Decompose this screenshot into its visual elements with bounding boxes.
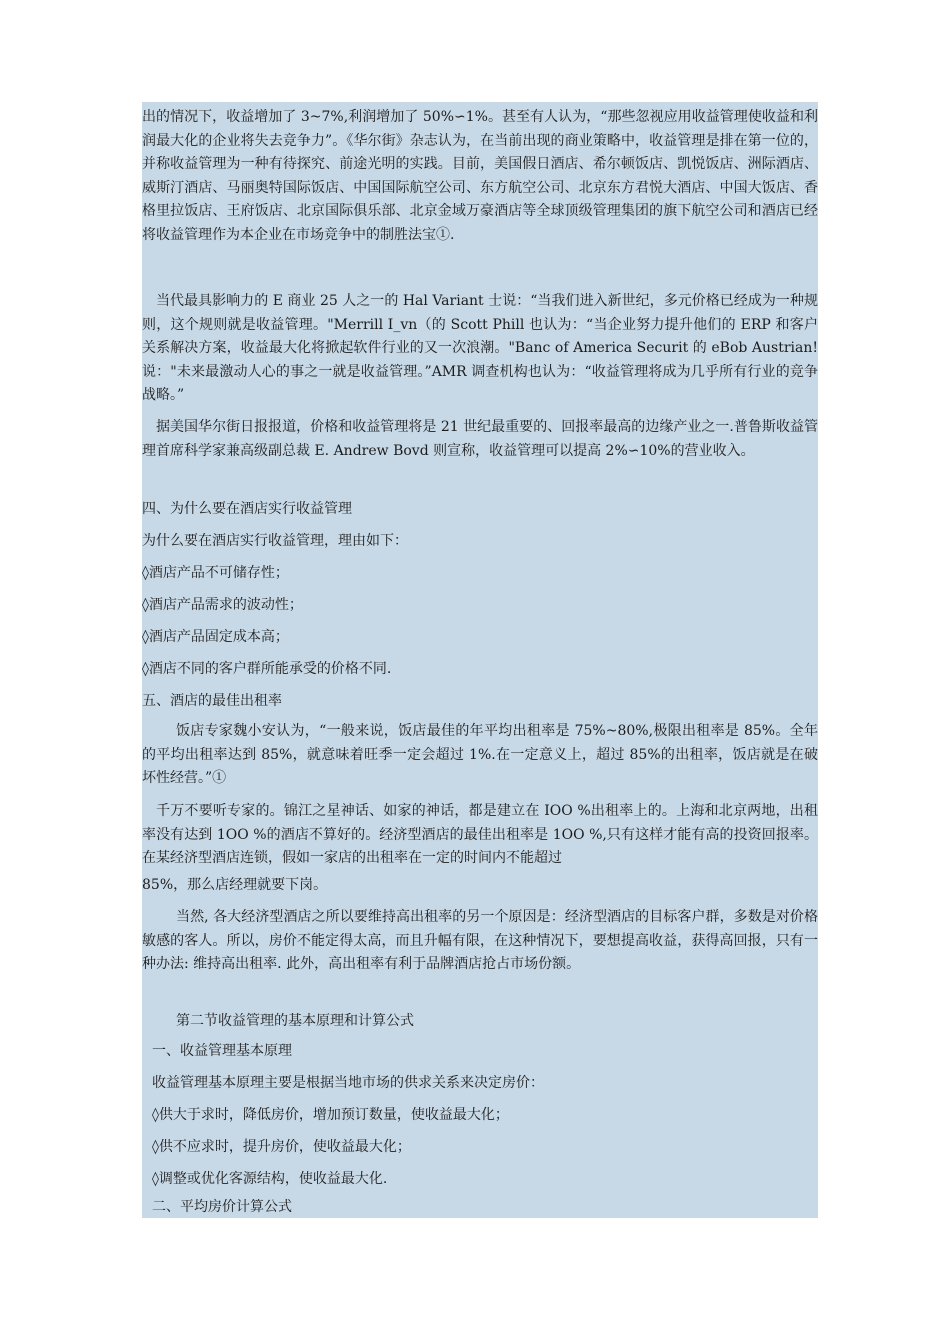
list-item-reason-2: ◊酒店产品需求的波动性； <box>142 597 303 613</box>
list-item-principle-1: ◊供大于求时，降低房价，增加预订数量，使收益最大化； <box>152 1107 509 1123</box>
paragraph-wsj-report: 据美国华尔街日报报道，价格和收益管理将是 21 世纪最重要的、回报率最高的边缘产业之一.普鲁斯收益管理首席科学家兼高级副总裁 E. Andrew Bovd 则宣称，收益管理可以提高 2%∽10%的营业收入。 <box>142 419 818 459</box>
heading-average-rate-formula: 二、平均房价计算公式 <box>152 1199 292 1215</box>
list-item-reason-1: ◊酒店产品不可储存性； <box>142 565 289 581</box>
heading-section-four: 四、为什么要在酒店实行收益管理 <box>142 501 352 517</box>
list-item-reason-4: ◊酒店不同的客户群所能承受的价格不同. <box>142 661 392 677</box>
paragraph-revenue-intro: 出的情况下，收益增加了 3~7%,利润增加了 50%∽1%。甚至有人认为，“那些忽视应用收益管理使收益和利润最大化的企业将失去竞争力”。《华尔街》杂志认为，在当前出现的商业策略中，收益管理是排在第一位的，并称收益管理为一种有待探究、前途光明的实践。目前，美国假日酒店、希尔顿饭店、凯悦饭店、洲际酒店、威斯汀酒店、马丽奥特国际饭店、中国国际航空公司、东方航空公司、北京东方君悦大酒店、中国大饭店、香格里拉饭店、王府饭店、北京国际俱乐部、北京金域万豪酒店等全球顶级管理集团的旗下航空公司和酒店已经将收益管理作为本企业在市场竞争中的制胜法宝①. <box>142 109 818 243</box>
list-item-reason-3: ◊酒店产品固定成本高； <box>142 629 289 645</box>
document-page <box>142 102 818 1218</box>
heading-basic-principle: 一、收益管理基本原理 <box>152 1043 292 1059</box>
list-item-principle-2: ◊供不应求时，提升房价，使收益最大化； <box>152 1139 411 1155</box>
heading-chapter-two: 第二节收益管理的基本原理和计算公式 <box>176 1013 414 1029</box>
paragraph-budget-hotels: 千万不要听专家的。锦江之星神话、如家的神话，都是建立在 IOO %出租率上的。上海和北京两地，出租率没有达到 1OO %的酒店不算好的。经济型酒店的最佳出租率是 1OO %,只有这样才能有高的投资回报率。在某经济型酒店连锁，假如一家店的出租率在一定的时间内不能超过 <box>142 803 818 866</box>
paragraph-high-occupancy: 当然, 各大经济型酒店之所以要维持高出租率的另一个原因是：经济型酒店的目标客户群，多数是对价格敏感的客人。所以，房价不能定得太高，而且升幅有限，在这种情况下，要想提高收益，获得高回报，只有一种办法: 维持高出租率. 此外，高出租率有利于品牌酒店抢占市场份额。 <box>142 909 818 972</box>
heading-section-five: 五、酒店的最佳出租率 <box>142 693 282 709</box>
paragraph-manager-85: 85%，那么店经理就要下岗。 <box>142 877 328 893</box>
paragraph-expert-quotes: 当代最具影响力的 E 商业 25 人之一的 Hal Variant 士说：“当我们进入新世纪，多元价格已经成为一种规则，这个规则就是收益管理。"Merrill I_vn（的 Scott Phill 也认为：“当企业努力提升他们的 ERP 和客户关系解决方案，收益最大化将掀起软件行业的又一次浪潮。"Banc of America Securit 的 eBob Austrian!说："未来最激动人心的事之一就是收益管理。”AMR 调查机构也认为：“收益管理将成为几乎所有行业的竞争战略。” <box>142 293 818 403</box>
paragraph-reasons-intro: 为什么要在酒店实行收益管理，理由如下： <box>142 533 408 549</box>
paragraph-principle-intro: 收益管理基本原理主要是根据当地市场的供求关系来决定房价： <box>152 1075 544 1091</box>
list-item-principle-3: ◊调整或优化客源结构，使收益最大化. <box>152 1171 388 1187</box>
paragraph-occupancy-expert: 饭店专家魏小安认为，“一般来说，饭店最佳的年平均出租率是 75%~80%,极限出租率是 85%。全年的平均出租率达到 85%，就意味着旺季一定会超过 1%.在一定意义上，超过 85%的出租率，饭店就是在破坏性经营。”① <box>142 723 818 786</box>
